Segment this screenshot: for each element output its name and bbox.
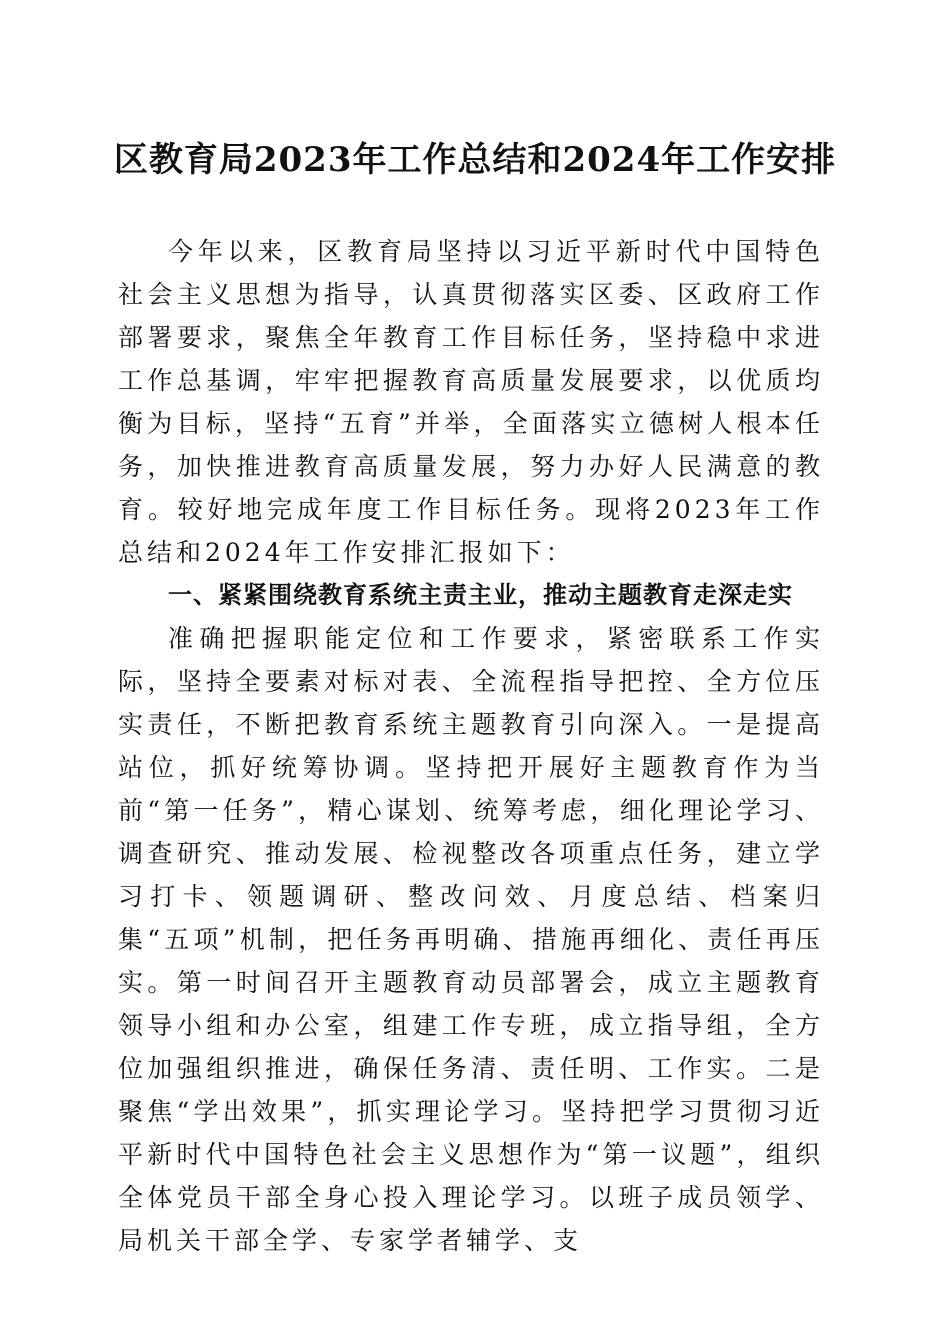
document-body — [118, 230, 824, 1262]
section-paragraph: 准确把握职能定位和工作要求，紧密联系工作实际，坚持全要素对标对表、全流程指导把控、全方位压实责任，不断把教育系统主题教育引向深入。一是提高站位，抓好统筹协调。坚持把开展好主题教育作为当前“第一任务”，精心谋划、统筹考虑，细化理论学习、调查研究、推动发展、检视整改各项重点任务，建立学习打卡、领题调研、整改问效、月度总结、档案归集“五项”机制，把任务再明确、措施再细化、责任再压实。第一时间召开主题教育动员部署会，成立主题教育领导小组和办公室，组建工作专班，成立指导组，全方位加强组织推进，确保任务清、责任明、工作实。二是聚焦“学出效果”，抓实理论学习。坚持把学习贯彻习近平新时代中国特色社会主义思想作为“第一议题”，组织全体党员干部全身心投入理论学习。以班子成员领学、局机关干部全学、专家学者辅学、支 — [118, 624, 824, 1255]
intro-paragraph: 今年以来，区教育局坚持以习近平新时代中国特色社会主义思想为指导，认真贯彻落实区委、区政府工作部署要求，聚焦全年教育工作目标任务，坚持稳中求进工作总基调，牢牢把握教育高质量发展要求，以优质均衡为目标，坚持“五育”并举，全面落实立德树人根本任务，加快推进教育高质量发展，努力办好人民满意的教育。较好地完成年度工作目标任务。现将2023年工作总结和2024年工作安排汇报如下： — [118, 237, 824, 567]
document-title: 区教育局2023年工作总结和2024年工作安排 — [113, 140, 837, 180]
section-heading: 一、紧紧围绕教育系统主责主业，推动主题教育走深走实 — [168, 581, 793, 609]
